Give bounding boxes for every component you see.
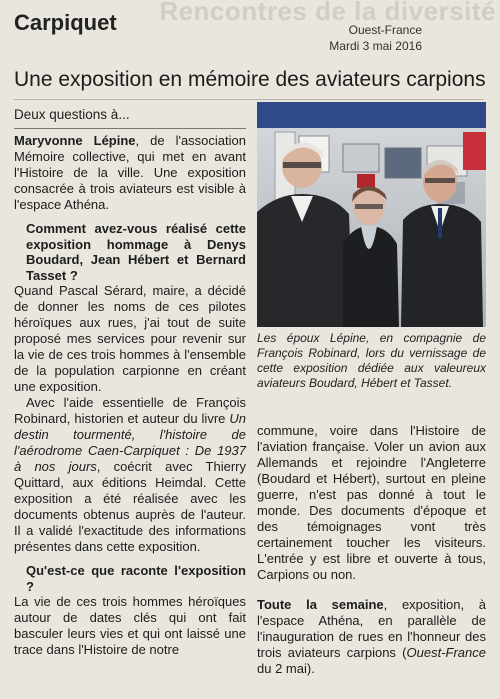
book-title: Un destin tourmenté, l'histoire de l'aérodrome Caen-Carpiquet : De 1937 à nos jours — [14, 411, 246, 474]
question-2: Qu'est-ce que raconte l'exposition ? — [26, 563, 246, 594]
answer-1-paragraph-1: Quand Pascal Sérard, maire, a décidé de donner les noms de ces pilotes héroïques aux rues, j'ai tout de suite proposé mes services pour revenir sur la vie de ces trois hommes à l'ensemble de la population carpionne en créant une exposition. — [14, 283, 246, 394]
question-1: Comment avez-vous réalisé cette exposition hommage à Denys Boudard, Jean Hébert et Bernard Tasset ? — [26, 221, 246, 283]
intro-text: , de l'association Mémoire collective, qui met en avant l'Histoire de la ville. Une exposition consacrée à trois aviateurs est visible à l'espace Athéna. — [14, 133, 246, 212]
section-title: Carpiquet — [14, 10, 117, 35]
right-column-text: commune, voire dans l'Histoire de l'aviation française. Voler un avion aux Allemands et rejoindre l'Angleterre (Boudard et Hébert), surtout en pleine guerre, n'est pas donné à tout le monde. Des documents d'époque et des témoignages vont très certainement toucher les visiteurs. L'entrée y est libre et ouverte à tous, Carpions ou non. — [257, 423, 486, 582]
intro-paragraph — [14, 133, 246, 213]
left-column — [14, 133, 246, 658]
photo-caption: Les époux Lépine, en compagnie de François Robinard, lors du vernissage de cette exposition dédiée aux valeureux aviateurs Boudard, Hébert et Tasset. — [257, 331, 486, 390]
article-photo — [257, 102, 486, 327]
article-headline: Une exposition en mémoire des aviateurs carpions — [14, 68, 486, 91]
answer-1-text-a: Avec l'aide essentielle de François Robinard, historien et auteur du livre — [14, 395, 246, 426]
source-name: Ouest-France — [348, 23, 422, 37]
practical-info — [257, 597, 486, 677]
info-end: du 2 mai). — [257, 661, 315, 676]
source-block — [329, 22, 422, 54]
answer-1-text-b: , coécrit avec Thierry Quittard, aux éditions Heimdal. Cette exposition a été réalisée avec les documents obtenus auprès de l'auteur. Il a validé l'exactitude des informations présentes dans cette exposition. — [14, 459, 246, 554]
info-text: , exposition, à l'espace Athéna, en parallèle de l'inauguration de rues en l'honneur des trois aviateurs carpions ( — [257, 597, 487, 660]
kicker: Deux questions à... — [14, 107, 130, 122]
intro-name: Maryvonne Lépine — [14, 133, 136, 148]
answer-1-paragraph-2 — [14, 395, 246, 555]
info-bold: Toute la semaine — [257, 597, 384, 612]
right-column — [257, 423, 486, 677]
kicker-divider — [14, 128, 246, 129]
photo-illustration — [257, 102, 486, 327]
answer-2-paragraph: La vie de ces trois hommes héroïques autour de dates clés qui ont fait basculer leurs vies et qui ont laissé une trace dans l'Histoire de notre — [14, 594, 246, 657]
bleed-through-headline: Rencontres de la diversité — [159, 0, 496, 26]
headline-divider — [14, 99, 484, 100]
source-date: Mardi 3 mai 2016 — [329, 39, 422, 53]
info-italic: Ouest-France — [406, 645, 486, 660]
